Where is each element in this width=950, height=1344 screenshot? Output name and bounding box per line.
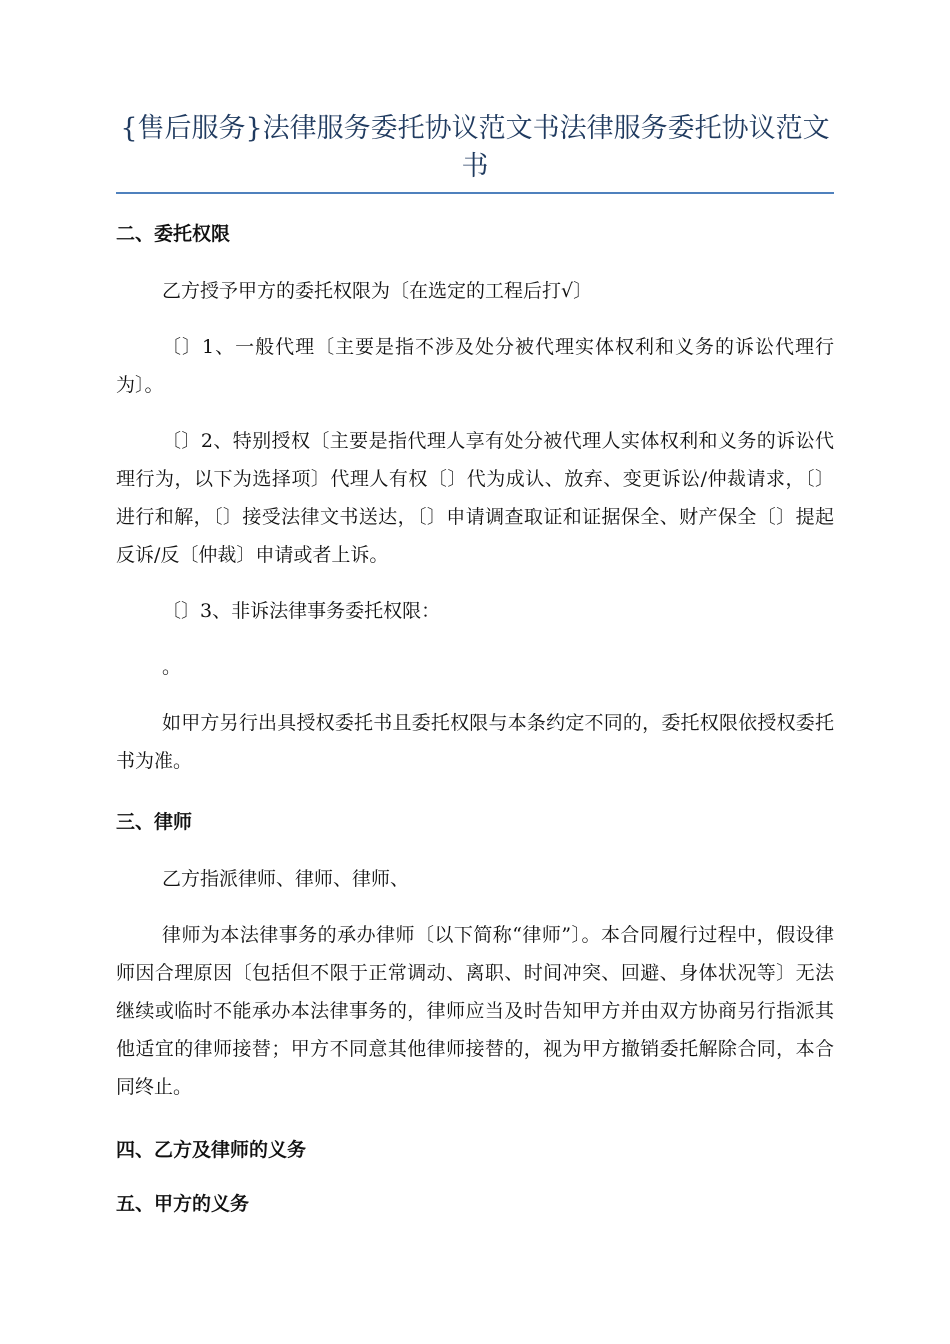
paragraph-authority-intro: 乙方授予甲方的委托权限为〔在选定的工程后打√〕 bbox=[162, 280, 593, 302]
document-page bbox=[116, 110, 834, 1218]
paragraph-authorization-override: 如甲方另行出具授权委托书且委托权限与本条约定不同的，委托权限依授权委托书为准。 bbox=[116, 712, 834, 772]
section-heading-lawyers: 三、律师 bbox=[116, 811, 193, 833]
paragraph-lawyer-replacement: 律师为本法律事务的承办律师〔以下简称“律师”〕。本合同履行过程中，假设律师因合理原因〔包括但不限于正常调动、离职、时间冲突、回避、身体状况等〕无法继续或临时不能承办本法律事务的，律师应当及时告知甲方并由双方协商另行指派其他适宜的律师接替；甲方不同意其他律师接替的，视为甲方撤销委托解除合同，本合同终止。 bbox=[116, 924, 834, 1098]
section-heading-authority: 二、委托权限 bbox=[116, 223, 231, 245]
document-title: {售后服务}法律服务委托协议范文书法律服务委托协议范文书 bbox=[116, 110, 834, 194]
paragraph-assigned-lawyers: 乙方指派律师、律师、律师、 bbox=[162, 868, 410, 890]
paragraph-general-agency: 〔〕1、一般代理〔主要是指不涉及处分被代理实体权利和义务的诉讼代理行为〕。 bbox=[116, 336, 834, 396]
section-heading-party-b-duties: 四、乙方及律师的义务 bbox=[116, 1139, 307, 1161]
section-heading-party-a-duties: 五、甲方的义务 bbox=[116, 1193, 250, 1215]
paragraph-special-authorization: 〔〕2、特别授权〔主要是指代理人享有处分被代理人实体权利和义务的诉讼代理行为，以下为选择项〕代理人有权〔〕代为成认、放弃、变更诉讼/仲裁请求，〔〕进行和解，〔〕接受法律文书送达，〔〕申请调查取证和证据保全、财产保全〔〕提起反诉/反〔仲裁〕申请或者上诉。 bbox=[116, 430, 834, 566]
paragraph-non-litigation: 〔〕3、非诉法律事务委托权限： bbox=[162, 600, 441, 622]
paragraph-blank-line: 。 bbox=[162, 656, 182, 678]
